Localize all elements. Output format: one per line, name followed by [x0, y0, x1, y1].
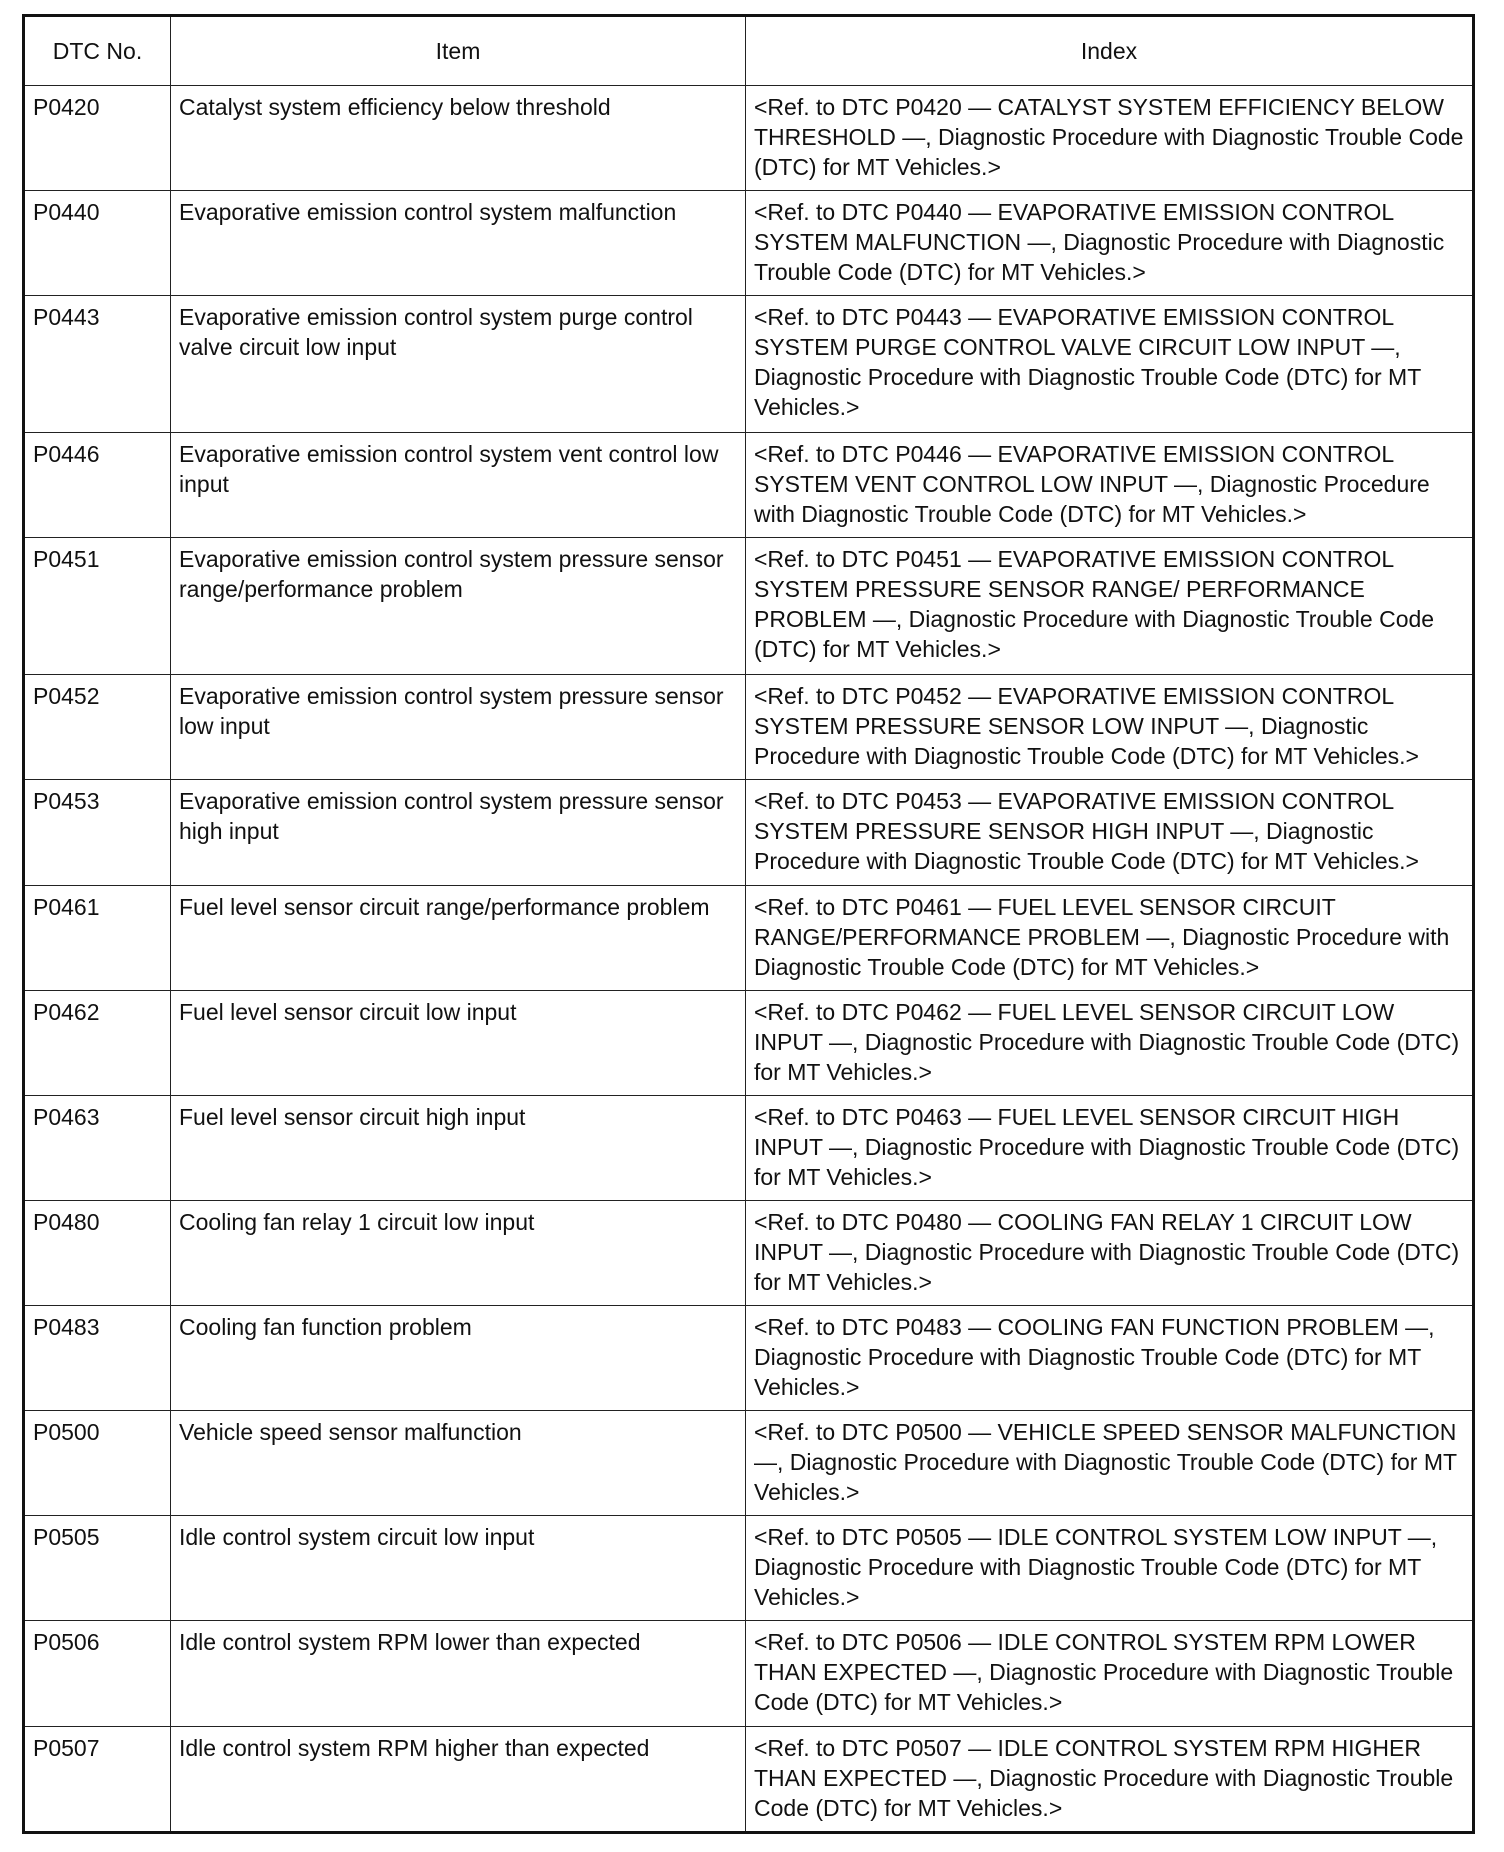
- dtc-item: Idle control system RPM lower than expected: [171, 1621, 746, 1726]
- header-dtc-no: DTC No.: [24, 16, 171, 86]
- table-row: [24, 296, 1474, 433]
- dtc-code: P0453: [24, 780, 171, 885]
- dtc-code: P0446: [24, 433, 171, 538]
- dtc-index: <Ref. to DTC P0443 — EVAPORATIVE EMISSION CONTROL SYSTEM PURGE CONTROL VALVE CIRCUIT LOW INPUT —, Diagnostic Procedure with Diagnostic Trouble Code (DTC) for MT Vehicles.>: [746, 296, 1474, 433]
- table-row: [24, 1726, 1474, 1832]
- header-item: Item: [171, 16, 746, 86]
- dtc-code: P0480: [24, 1200, 171, 1305]
- dtc-index: <Ref. to DTC P0505 — IDLE CONTROL SYSTEM LOW INPUT —, Diagnostic Procedure with Diagnostic Trouble Code (DTC) for MT Vehicles.>: [746, 1516, 1474, 1621]
- table-row: [24, 1200, 1474, 1305]
- dtc-code: P0507: [24, 1726, 171, 1832]
- dtc-code: P0451: [24, 538, 171, 675]
- dtc-item: Fuel level sensor circuit low input: [171, 990, 746, 1095]
- dtc-code: P0440: [24, 191, 171, 296]
- table-row: [24, 1095, 1474, 1200]
- dtc-index: <Ref. to DTC P0463 — FUEL LEVEL SENSOR CIRCUIT HIGH INPUT —, Diagnostic Procedure with Diagnostic Trouble Code (DTC) for MT Vehicles.>: [746, 1095, 1474, 1200]
- dtc-code: P0483: [24, 1306, 171, 1411]
- table-row: [24, 990, 1474, 1095]
- dtc-item: Idle control system circuit low input: [171, 1516, 746, 1621]
- table-row: [24, 86, 1474, 191]
- dtc-index: <Ref. to DTC P0451 — EVAPORATIVE EMISSION CONTROL SYSTEM PRESSURE SENSOR RANGE/ PERFORMANCE PROBLEM —, Diagnostic Procedure with Diagnostic Trouble Code (DTC) for MT Vehicles.>: [746, 538, 1474, 675]
- dtc-item: Fuel level sensor circuit high input: [171, 1095, 746, 1200]
- dtc-code: P0443: [24, 296, 171, 433]
- table-row: [24, 885, 1474, 990]
- dtc-index: <Ref. to DTC P0507 — IDLE CONTROL SYSTEM RPM HIGHER THAN EXPECTED —, Diagnostic Procedure with Diagnostic Trouble Code (DTC) for MT Vehicles.>: [746, 1726, 1474, 1832]
- dtc-code: P0461: [24, 885, 171, 990]
- table-row: [24, 780, 1474, 885]
- table-row: [24, 1411, 1474, 1516]
- table-row: [24, 1516, 1474, 1621]
- dtc-index: <Ref. to DTC P0453 — EVAPORATIVE EMISSION CONTROL SYSTEM PRESSURE SENSOR HIGH INPUT —, Diagnostic Procedure with Diagnostic Trouble Code (DTC) for MT Vehicles.>: [746, 780, 1474, 885]
- dtc-item: Cooling fan function problem: [171, 1306, 746, 1411]
- dtc-index: <Ref. to DTC P0452 — EVAPORATIVE EMISSION CONTROL SYSTEM PRESSURE SENSOR LOW INPUT —, Diagnostic Procedure with Diagnostic Trouble Code (DTC) for MT Vehicles.>: [746, 675, 1474, 780]
- dtc-code: P0420: [24, 86, 171, 191]
- dtc-code: P0506: [24, 1621, 171, 1726]
- dtc-index: <Ref. to DTC P0480 — COOLING FAN RELAY 1 CIRCUIT LOW INPUT —, Diagnostic Procedure with Diagnostic Trouble Code (DTC) for MT Vehicles.>: [746, 1200, 1474, 1305]
- dtc-index: <Ref. to DTC P0462 — FUEL LEVEL SENSOR CIRCUIT LOW INPUT —, Diagnostic Procedure with Diagnostic Trouble Code (DTC) for MT Vehicles.>: [746, 990, 1474, 1095]
- table-header: [24, 16, 1474, 86]
- table-row: [24, 538, 1474, 675]
- dtc-item: Cooling fan relay 1 circuit low input: [171, 1200, 746, 1305]
- dtc-index: <Ref. to DTC P0461 — FUEL LEVEL SENSOR CIRCUIT RANGE/PERFORMANCE PROBLEM —, Diagnostic Procedure with Diagnostic Trouble Code (DTC) for MT Vehicles.>: [746, 885, 1474, 990]
- dtc-item: Evaporative emission control system purge control valve circuit low input: [171, 296, 746, 433]
- header-index: Index: [746, 16, 1474, 86]
- dtc-table: [22, 14, 1475, 1834]
- dtc-code: P0505: [24, 1516, 171, 1621]
- dtc-item: Evaporative emission control system vent control low input: [171, 433, 746, 538]
- dtc-item: Fuel level sensor circuit range/performance problem: [171, 885, 746, 990]
- dtc-index: <Ref. to DTC P0420 — CATALYST SYSTEM EFFICIENCY BELOW THRESHOLD —, Diagnostic Procedure with Diagnostic Trouble Code (DTC) for MT Vehicles.>: [746, 86, 1474, 191]
- dtc-index: <Ref. to DTC P0506 — IDLE CONTROL SYSTEM RPM LOWER THAN EXPECTED —, Diagnostic Procedure with Diagnostic Trouble Code (DTC) for MT Vehicles.>: [746, 1621, 1474, 1726]
- dtc-item: Evaporative emission control system pressure sensor low input: [171, 675, 746, 780]
- dtc-code: P0500: [24, 1411, 171, 1516]
- dtc-index: <Ref. to DTC P0500 — VEHICLE SPEED SENSOR MALFUNCTION —, Diagnostic Procedure with Diagnostic Trouble Code (DTC) for MT Vehicles.>: [746, 1411, 1474, 1516]
- table-row: [24, 1621, 1474, 1726]
- dtc-item: Evaporative emission control system malfunction: [171, 191, 746, 296]
- dtc-item: Catalyst system efficiency below threshold: [171, 86, 746, 191]
- table-body: [24, 86, 1474, 1833]
- dtc-item: Idle control system RPM higher than expected: [171, 1726, 746, 1832]
- table-row: [24, 191, 1474, 296]
- dtc-code: P0463: [24, 1095, 171, 1200]
- table-row: [24, 675, 1474, 780]
- dtc-item: Evaporative emission control system pressure sensor range/performance problem: [171, 538, 746, 675]
- dtc-index: <Ref. to DTC P0440 — EVAPORATIVE EMISSION CONTROL SYSTEM MALFUNCTION —, Diagnostic Procedure with Diagnostic Trouble Code (DTC) for MT Vehicles.>: [746, 191, 1474, 296]
- dtc-code: P0452: [24, 675, 171, 780]
- dtc-item: Evaporative emission control system pressure sensor high input: [171, 780, 746, 885]
- header-row: [24, 16, 1474, 86]
- dtc-item: Vehicle speed sensor malfunction: [171, 1411, 746, 1516]
- table-row: [24, 433, 1474, 538]
- dtc-index: <Ref. to DTC P0446 — EVAPORATIVE EMISSION CONTROL SYSTEM VENT CONTROL LOW INPUT —, Diagnostic Procedure with Diagnostic Trouble Code (DTC) for MT Vehicles.>: [746, 433, 1474, 538]
- dtc-index: <Ref. to DTC P0483 — COOLING FAN FUNCTION PROBLEM —, Diagnostic Procedure with Diagnostic Trouble Code (DTC) for MT Vehicles.>: [746, 1306, 1474, 1411]
- dtc-code: P0462: [24, 990, 171, 1095]
- table-row: [24, 1306, 1474, 1411]
